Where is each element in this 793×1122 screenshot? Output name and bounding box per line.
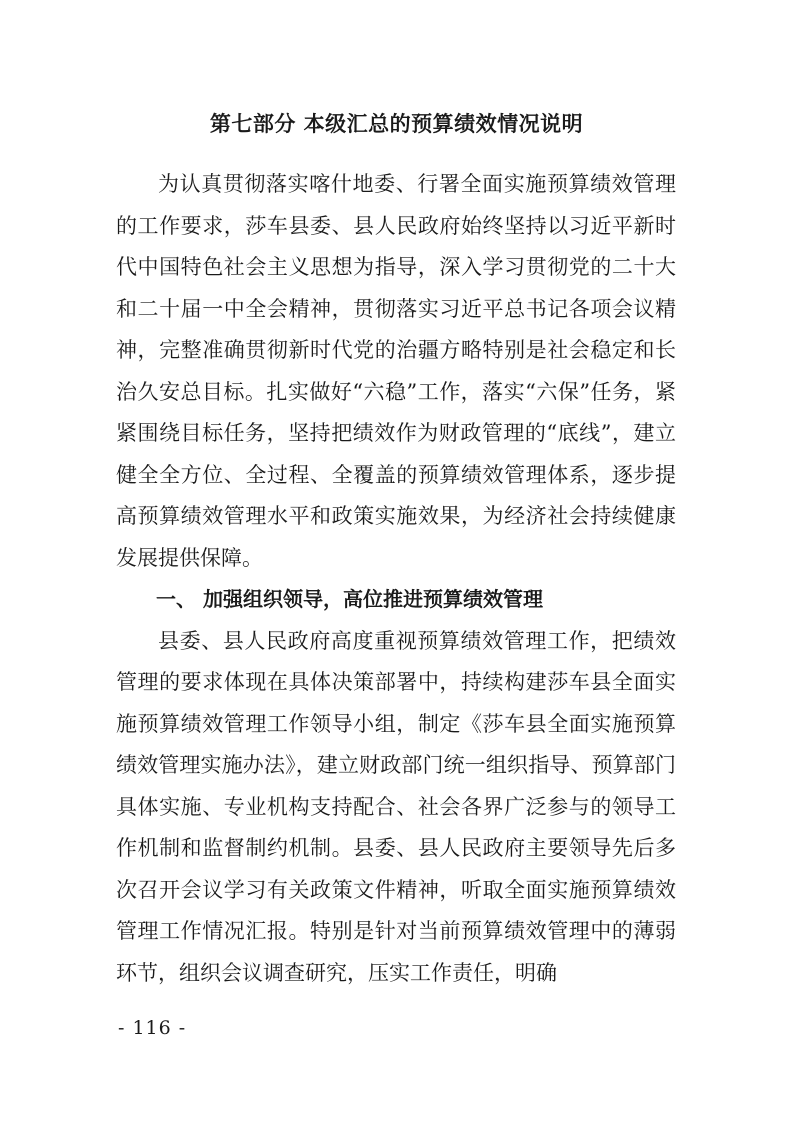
section-heading: 一、 加强组织领导，高位推进预算绩效管理 [156,587,543,611]
document-body [116,164,676,994]
section-paragraph: 县委、县人民政府高度重视预算绩效管理工作，把绩效管理的要求体现在具体决策部署中，持续构建莎车县全面实施预算绩效管理工作领导小组，制定《莎车县全面实施预算绩效管理实施办法》，建立财政部门统一组织指导、预算部门具体实施、专业机构支持配合、社会各界广泛参与的领导工作机制和监督制约机制。县委、县人民政府主要领导先后多次召开会议学习有关政策文件精神，听取全面实施预算绩效管理工作情况汇报。特别是针对当前预算绩效管理中的薄弱环节，组织会议调查研究，压实工作责任，明确 [116,628,676,985]
page-title: 第七部分 本级汇总的预算绩效情况说明 [209,112,584,136]
intro-paragraph: 为认真贯彻落实喀什地委、行署全面实施预算绩效管理的工作要求，莎车县委、县人民政府始终坚持以习近平新时代中国特色社会主义思想为指导，深入学习贯彻党的二十大和二十届一中全会精神，贯彻落实习近平总书记各项会议精神，完整准确贯彻新时代党的治疆方略特别是社会稳定和长治久安总目标。扎实做好“六稳”工作，落实“六保”任务，紧紧围绕目标任务，坚持把绩效作为财政管理的“底线”，建立健全全方位、全过程、全覆盖的预算绩效管理体系，逐步提高预算绩效管理水平和政策实施效果，为经济社会持续健康发展提供保障。 [116,172,676,570]
page-number: - 116 - [118,1017,187,1039]
